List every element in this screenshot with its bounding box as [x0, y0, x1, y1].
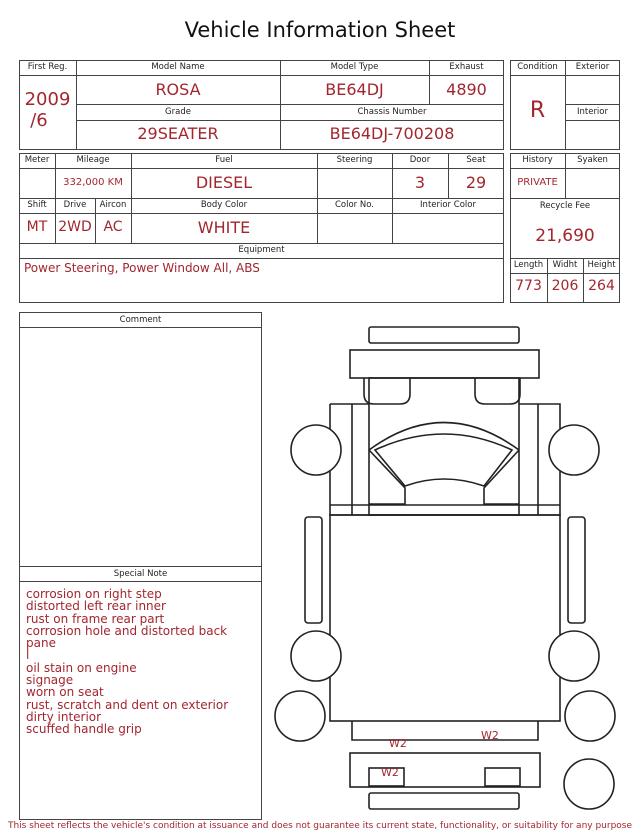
exhaust-label: Exhaust [449, 62, 484, 72]
first-reg-label: First Reg. [27, 62, 68, 72]
width-label: Widht [552, 260, 578, 270]
chassis-label: Chassis Number [357, 107, 427, 117]
note-item: distorted left rear inner [26, 599, 166, 614]
first-reg-month: /6 [30, 110, 48, 131]
interior-color-label: Interior Color [420, 200, 476, 210]
model-type-label: Model Type [330, 62, 379, 72]
grade-label: Grade [165, 107, 191, 117]
seat-label: Seat [466, 155, 486, 165]
interior-label: Interior [576, 107, 608, 117]
model-name-value: ROSA [155, 80, 201, 99]
drive-label: Drive [63, 200, 87, 210]
syaken-label: Syaken [577, 155, 608, 165]
aircon-label: Aircon [99, 200, 127, 210]
door-label: Door [409, 155, 431, 165]
sheet-title: Vehicle Information Sheet [184, 18, 456, 42]
special-note-label: Special Note [113, 569, 168, 579]
body-color-value: WHITE [197, 218, 251, 237]
wheels [275, 425, 615, 809]
recycle-fee-label: Recycle Fee [539, 201, 591, 211]
fuel-value: DIESEL [195, 173, 253, 192]
condition-label: Condition [517, 62, 558, 72]
exterior-label: Exterior [575, 62, 610, 72]
note-item: dirty interior [26, 709, 102, 724]
length-value: 773 [515, 278, 542, 294]
disclaimer-footer: This sheet reflects the vehicle's condition at issuance and does not guarantee its current state, functionality, or suitability for any purpose [7, 821, 633, 831]
chassis-value: BE64DJ-700208 [329, 124, 455, 143]
note-item: signage [26, 673, 74, 688]
note-item: rust on frame rear part [26, 611, 165, 626]
equipment-value: Power Steering, Power Window All, ABS [24, 261, 260, 275]
vehicle-damage-diagram [265, 318, 640, 818]
seat-value: 29 [465, 173, 487, 192]
height-value: 264 [588, 278, 615, 294]
note-item: corrosion hole and distorted back pane [26, 623, 228, 651]
height-label: Height [587, 260, 616, 270]
shift-value: MT [26, 219, 48, 235]
model-type-value: BE64DJ [325, 80, 384, 99]
comment-label: Comment [119, 315, 162, 325]
meter-label: Meter [24, 155, 50, 165]
history-label: History [522, 155, 553, 165]
special-notes-list [26, 588, 258, 736]
width-value: 206 [551, 278, 579, 294]
bus-outline [330, 327, 560, 809]
equipment-label: Equipment [238, 245, 285, 255]
length-label: Length [513, 260, 544, 270]
note-item: worn on seat [26, 685, 104, 700]
side-steps [305, 517, 585, 623]
fuel-label: Fuel [215, 155, 233, 165]
steering-label: Steering [336, 155, 373, 165]
color-no-label: Color No. [334, 200, 374, 210]
note-item: corrosion on right step [26, 587, 162, 601]
recycle-fee-value: 21,690 [535, 226, 595, 246]
first-reg-year: 2009 [24, 89, 71, 110]
aircon-value: AC [103, 219, 123, 235]
damage-mark-w2-rear-right: W2 [481, 729, 499, 742]
damage-mark-w2-rear-left: W2 [389, 737, 407, 750]
door-value: 3 [414, 173, 426, 192]
history-value: PRIVATE [517, 177, 558, 188]
exhaust-value: 4890 [446, 80, 487, 99]
drive-value: 2WD [58, 219, 92, 235]
condition-grade: R [529, 98, 546, 123]
note-item: rust, scratch and dent on exterior [26, 697, 229, 712]
grade-value: 29SEATER [137, 124, 219, 143]
note-item: l [26, 648, 30, 663]
mileage-value: 332,000 KM [63, 177, 123, 188]
damage-mark-w2-back: W2 [381, 766, 399, 779]
body-color-label: Body Color [200, 200, 248, 210]
note-item: oil stain on engine [26, 660, 137, 675]
mileage-label: Mileage [76, 155, 110, 165]
note-item: scuffed handle grip [26, 722, 142, 737]
shift-label: Shift [27, 200, 47, 210]
model-name-label: Model Name [151, 62, 205, 72]
